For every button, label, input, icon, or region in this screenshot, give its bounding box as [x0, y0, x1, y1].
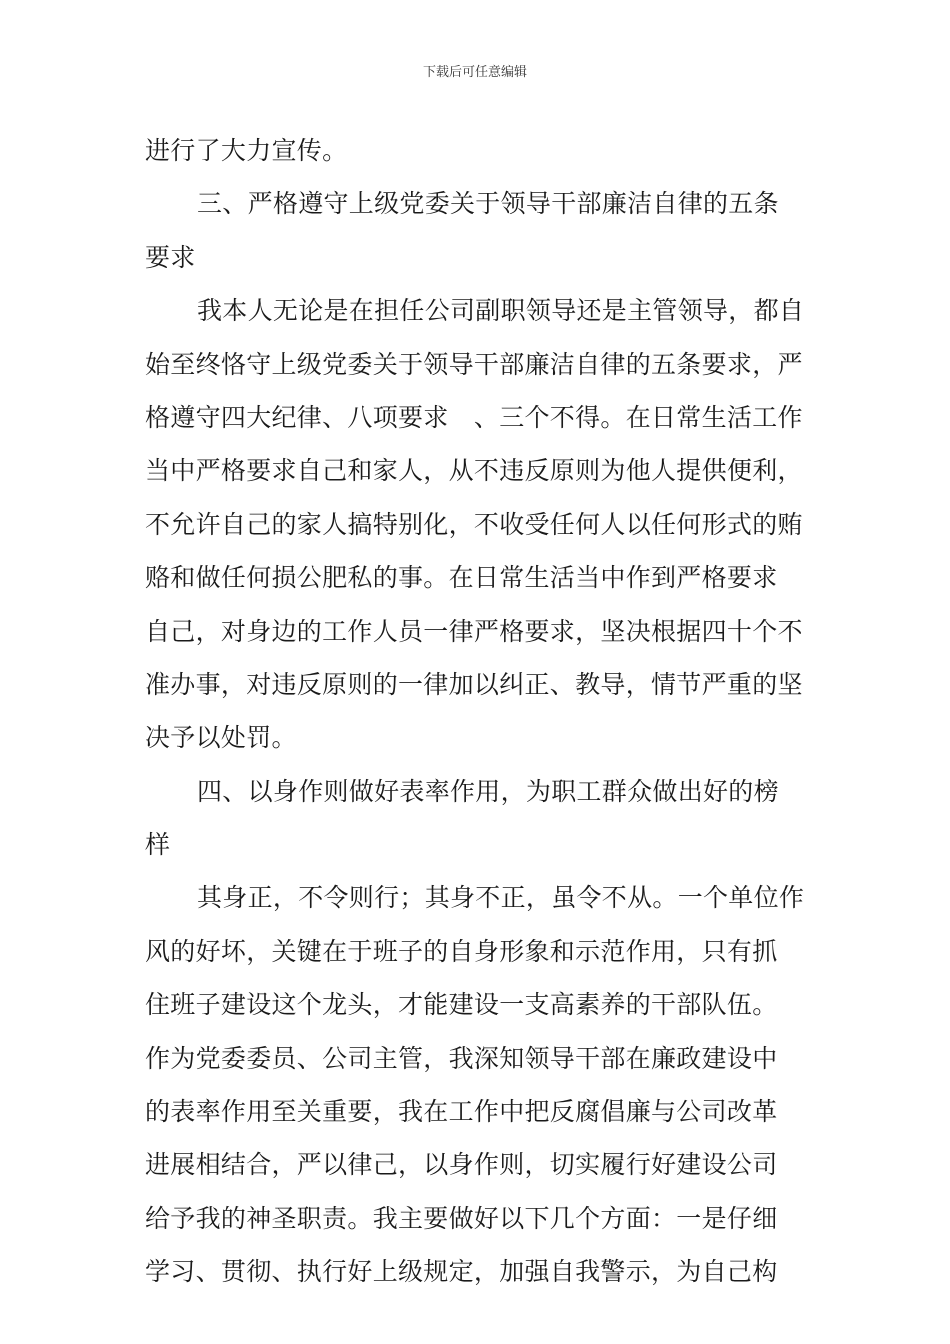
text-line: 准办事，对违反原则的一律加以纠正、教导，情节严重的坚: [145, 669, 803, 699]
text-line: 作为党委委员、公司主管，我深知领导干部在廉政建设中: [145, 1043, 778, 1073]
text-line: 我本人无论是在担任公司副职领导还是主管领导，都自: [197, 296, 805, 326]
text-line: 始至终恪守上级党委关于领导干部廉洁自律的五条要求，严: [145, 349, 803, 379]
text-line: 当中严格要求自己和家人，从不违反原则为他人提供便利，: [145, 456, 803, 486]
page-header: 下载后可任意编辑: [422, 65, 527, 80]
document-body: [145, 124, 810, 1299]
text-line: 赂和做任何损公肥私的事。在日常生活当中作到严格要求: [145, 563, 778, 593]
text-line: 其身正，不令则行；其身不正，虽令不从。一个单位作: [197, 883, 805, 913]
text-line: 格遵守四大纪律、八项要求 、三个不得。在日常生活工作: [145, 402, 803, 432]
text-line: 风的好坏，关键在于班子的自身形象和示范作用，只有抓: [145, 936, 778, 966]
section-heading-continued: 样: [145, 830, 171, 860]
text-line: 决予以处罚。: [145, 723, 297, 753]
section-heading-continued: 要求: [145, 242, 196, 272]
section-heading: 三、严格遵守上级党委关于领导干部廉洁自律的五条: [197, 189, 779, 219]
text-line: 给予我的神圣职责。我主要做好以下几个方面：一是仔细: [145, 1203, 778, 1233]
text-line: 自己，对身边的工作人员一律严格要求，坚决根据四十个不: [145, 616, 803, 646]
text-line: 进展相结合，严以律己，以身作则，切实履行好建设公司: [145, 1150, 778, 1180]
text-line: 的表率作用至关重要，我在工作中把反腐倡廉与公司改革: [145, 1097, 778, 1127]
section-heading: 四、以身作则做好表率作用，为职工群众做出好的榜: [197, 776, 779, 806]
text-line: 进行了大力宣传。: [145, 136, 348, 165]
text-line: 不允许自己的家人搞特别化，不收受任何人以任何形式的贿: [145, 509, 803, 539]
text-line: 住班子建设这个龙头，才能建设一支高素养的干部队伍。: [145, 990, 778, 1020]
text-line: 学习、贯彻、执行好上级规定，加强自我警示，为自己构: [145, 1257, 778, 1287]
